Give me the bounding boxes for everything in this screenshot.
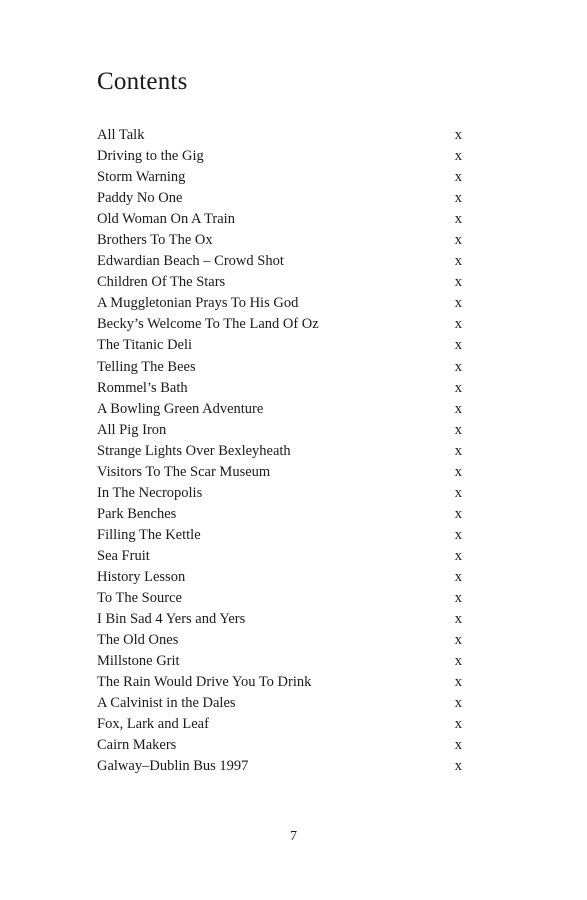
- toc-entry-title: To The Source: [97, 590, 182, 607]
- toc-entry: [97, 188, 462, 209]
- toc-entry-title: A Muggletonian Prays To His God: [97, 295, 299, 312]
- toc-entry-page: x: [454, 653, 462, 670]
- toc-entry: [97, 251, 462, 272]
- toc-entry: [97, 209, 462, 230]
- toc-entry-title: Storm Warning: [97, 169, 186, 186]
- toc-entry-title: Becky’s Welcome To The Land Of Oz: [97, 316, 319, 333]
- toc-entry-page: x: [454, 169, 462, 186]
- toc-entry: [97, 399, 462, 420]
- toc-entry-page: x: [454, 442, 462, 459]
- toc-entry: [97, 125, 462, 146]
- toc-entry-page: x: [454, 484, 462, 501]
- toc-entry: [97, 504, 462, 525]
- toc-entry-title: I Bin Sad 4 Yers and Yers: [97, 611, 246, 628]
- toc-entry-title: Paddy No One: [97, 190, 183, 207]
- toc-entry-title: A Calvinist in the Dales: [97, 695, 236, 712]
- toc-entry-title: In The Necropolis: [97, 484, 203, 501]
- toc-entry-title: Sea Fruit: [97, 547, 150, 564]
- toc-entry-page: x: [454, 758, 462, 775]
- toc-entry: [97, 462, 462, 483]
- toc-entry-page: x: [454, 190, 462, 207]
- toc-entry-title: Filling The Kettle: [97, 526, 201, 543]
- toc-entry-page: x: [454, 463, 462, 480]
- toc-entry: [97, 293, 462, 314]
- toc-entry-title: All Pig Iron: [97, 421, 167, 438]
- toc-entry: [97, 651, 462, 672]
- toc-entry-page: x: [454, 211, 462, 228]
- toc-entry: [97, 378, 462, 399]
- toc-entry-page: x: [454, 505, 462, 522]
- toc-entry: [97, 756, 462, 777]
- toc-entry-page: x: [454, 379, 462, 396]
- toc-entry-title: Cairn Makers: [97, 737, 177, 754]
- toc-entry-title: Park Benches: [97, 505, 177, 522]
- toc-entry: [97, 272, 462, 293]
- toc-entry-title: A Bowling Green Adventure: [97, 400, 264, 417]
- toc-entry: [97, 630, 462, 651]
- toc-entry-title: Strange Lights Over Bexleyheath: [97, 442, 291, 459]
- toc-entry: [97, 230, 462, 251]
- toc-entry-page: x: [454, 611, 462, 628]
- toc-entry-title: All Talk: [97, 127, 145, 143]
- toc-entry-title: Brothers To The Ox: [97, 232, 213, 249]
- toc-entry: [97, 588, 462, 609]
- toc-entry: [97, 735, 462, 756]
- toc-entry-page: x: [454, 568, 462, 585]
- toc-entry-title: Telling The Bees: [97, 358, 196, 375]
- toc-entry-page: x: [454, 421, 462, 438]
- page-title: Contents: [97, 68, 188, 95]
- table-of-contents: [97, 125, 462, 777]
- toc-entry-page: x: [454, 337, 462, 354]
- toc-entry: [97, 357, 462, 378]
- toc-entry-page: x: [454, 232, 462, 249]
- toc-entry: [97, 567, 462, 588]
- toc-entry-title: History Lesson: [97, 568, 186, 585]
- toc-entry-title: The Titanic Deli: [97, 337, 193, 354]
- toc-entry-page: x: [454, 148, 462, 165]
- toc-entry-title: Rommel’s Bath: [97, 379, 188, 396]
- toc-entry-page: x: [454, 590, 462, 607]
- toc-entry-page: x: [454, 127, 462, 143]
- toc-entry: [97, 146, 462, 167]
- toc-entry-title: Driving to the Gig: [97, 148, 204, 165]
- toc-entry-page: x: [454, 400, 462, 417]
- toc-entry: [97, 714, 462, 735]
- toc-entry-page: x: [454, 716, 462, 733]
- toc-entry-page: x: [454, 274, 462, 291]
- toc-entry-page: x: [454, 632, 462, 649]
- toc-entry-page: x: [454, 674, 462, 691]
- toc-entry-page: x: [454, 526, 462, 543]
- toc-entry-page: x: [454, 358, 462, 375]
- toc-entry: [97, 693, 462, 714]
- toc-entry: [97, 672, 462, 693]
- toc-entry: [97, 525, 462, 546]
- page-number: 7: [290, 829, 297, 844]
- toc-entry: [97, 441, 462, 462]
- toc-entry: [97, 609, 462, 630]
- toc-entry: [97, 420, 462, 441]
- toc-entry-page: x: [454, 547, 462, 564]
- toc-entry-title: The Old Ones: [97, 632, 179, 649]
- toc-entry-page: x: [454, 316, 462, 333]
- toc-entry-page: x: [454, 253, 462, 270]
- toc-entry: [97, 314, 462, 335]
- toc-entry-page: x: [454, 295, 462, 312]
- toc-entry-title: Old Woman On A Train: [97, 211, 235, 228]
- toc-entry: [97, 335, 462, 356]
- toc-entry: [97, 167, 462, 188]
- toc-entry-page: x: [454, 695, 462, 712]
- toc-entry: [97, 546, 462, 567]
- toc-entry-page: x: [454, 737, 462, 754]
- toc-entry-title: Edwardian Beach – Crowd Shot: [97, 253, 284, 270]
- toc-entry: [97, 483, 462, 504]
- toc-entry-title: Visitors To The Scar Museum: [97, 463, 271, 480]
- toc-entry-title: Children Of The Stars: [97, 274, 226, 291]
- toc-entry-title: Millstone Grit: [97, 653, 180, 670]
- toc-entry-title: The Rain Would Drive You To Drink: [97, 674, 312, 691]
- toc-entry-title: Galway–Dublin Bus 1997: [97, 758, 249, 775]
- toc-entry-title: Fox, Lark and Leaf: [97, 716, 209, 733]
